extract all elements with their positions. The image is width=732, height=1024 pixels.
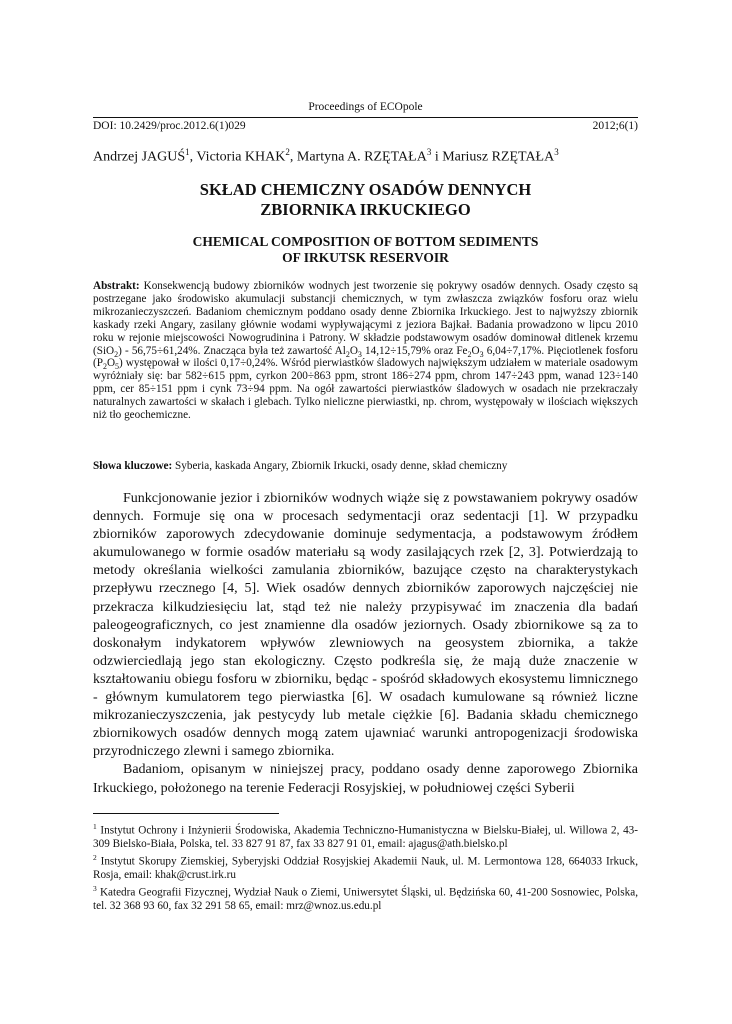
title-polish-line: ZBIORNIKA IRKUCKIEGO — [260, 200, 471, 219]
abstract-text: O — [106, 357, 116, 370]
doi-row — [93, 117, 638, 132]
author-separator: , — [289, 149, 297, 165]
footnote-number: 1 — [93, 822, 97, 831]
abstract-label: Abstrakt: — [93, 280, 140, 292]
author-separator: i — [431, 149, 443, 165]
footnote-number: 2 — [93, 852, 97, 862]
body-text — [93, 490, 638, 798]
author-affiliation: 3 — [426, 147, 432, 157]
author-name: Mariusz RZĘTAŁA — [442, 149, 555, 165]
body-paragraph: Badaniom, opisanym w niniejszej pracy, poddano osady denne zaporowego Zbiornika Irkuckiego, położonego na terenie Federacji Rosyjskiej, w południowej części Syberii — [93, 762, 638, 796]
keywords-text: Syberia, kaskada Angary, Zbiornik Irkucki, osady denne, skład chemiczny — [172, 460, 508, 472]
abstract-text: 14,12÷15,79% oraz Fe — [361, 344, 468, 357]
abstract-text: O — [349, 344, 358, 357]
body-paragraph: Funkcjonowanie jezior i zbiorników wodnych wiąże się z powstawaniem pokrywy osadów dennych. Formuje się ona w procesach sedymentacji oraz sedentacji [1]. W przypadku zbiorników zaporowych zdecydowanie dominuje sedymentacja, a podstawowym źródłem akumulowanego w formie osadów materiału są wody zasilających rzek [2, 3]. Potwierdzają to metody określania wielkości zamulania zbiorników, bazujące często na charakterystykach przepływu rzecznego [4, 5]. Wiek osadów dennych zbiorników zaporowych najczęściej nie przekracza kilkudziesięciu lat, stąd też nie należy przypisywać im znaczenia dla badań paleogeograficznych, co jest znamienne dla osadów jeziornych. Osady zbiornikowe są za to doskonałym indykatorem wpływów zlewniowych na geosystem zbiornika, a także odzwierciedlają jego stan ekologiczny. Często podkreśla się, że mają duże znaczenie w kształtowaniu obiegu fosforu w zbiorniku, będąc - spośród składowych ekosystemu limnicznego - głównym kumulatorem tego pierwiastka [6]. W osadach kumulowane są również liczne mikrozanieczyszczenia, jak pestycydy lub metale ciężkie [6]. Badania składu chemicznego zbiornikowych osadów dennych mogą zatem ujawniać warunki antropogenizacji środowiska przyrodniczego zlewni i samego zbiornika. — [93, 491, 638, 760]
title-english-line: CHEMICAL COMPOSITION OF BOTTOM SEDIMENTS — [192, 234, 539, 249]
subscript: 5 — [115, 362, 120, 372]
title-english — [93, 234, 638, 266]
abstract-text: O — [471, 344, 480, 357]
author-list — [93, 147, 638, 166]
footnotes — [93, 820, 638, 913]
title-english-line: OF IRKUTSK RESERVOIR — [282, 250, 449, 265]
abstract-text: 6,04÷7,17%. Pięciotlenek fosforu (P — [93, 344, 638, 370]
abstract-text: Konsekwencją budowy zbiorników wodnych jest tworzenie się pokrywy osadów dennych. Osady często są postrzegane jako środowisko akumulacji substancji chemicznych, w tym zwłaszcza związków fosforu oraz wielu mikrozanieczyszczeń. Badaniom chemicznym poddano osady denne Zbiornika Irkuckiego. Jest to najwyższy zbiornik kaskady rzeki Angary, zasilany głównie wodami wypływającymi z jeziora Bajkał. Badania prowadzono w lipcu 2010 roku w rejonie miejscowości Nowogrudinina i Patrony. W składzie podstawowym osadów dominował ditlenek krzemu (SiO — [93, 280, 638, 357]
author-affiliation: 3 — [554, 147, 559, 157]
footnote — [93, 820, 638, 851]
keywords-label: Słowa kluczowe: — [93, 460, 173, 472]
footnote-text: Katedra Geografii Fizycznej, Wydział Nauk o Ziemi, Uniwersytet Śląski, ul. Będzińska 60, 41-200 Sosnowiec, Polska, tel. 32 368 93 60, fax 32 291 58 65, email: mrz@wnoz.us.edu.pl — [93, 886, 638, 912]
issue: 2012;6(1) — [592, 120, 638, 132]
journal-name: Proceedings of ECOpole — [308, 101, 423, 113]
footnote — [93, 882, 638, 913]
author-name: Martyna A. RZĘTAŁA — [296, 149, 427, 165]
abstract — [93, 280, 638, 422]
subscript: 3 — [479, 349, 484, 359]
title-polish-line: SKŁAD CHEMICZNY OSADÓW DENNYCH — [199, 180, 532, 199]
subscript: 3 — [357, 349, 362, 359]
author-affiliation: 1 — [185, 147, 190, 157]
footnote-text: Instytut Skorupy Ziemskiej, Syberyjski Oddział Rosyjskiej Akademii Nauk, ul. M. Lermontowa 128, 664033 Irkuck, Rosja, email: khak@crust.irk.ru — [93, 855, 638, 881]
author-separator: , — [189, 149, 197, 165]
footnote-divider — [93, 813, 279, 814]
abstract-text: ) - 56,75÷61,24%. Znacząca była też zawartość Al — [118, 344, 346, 357]
keywords — [93, 460, 638, 472]
abstract-text: ) występował w ilości 0,17÷0,24%. Wśród pierwiastków śladowych największym udziałem w materiale osadowym wyróżniały się: bar 582÷615 ppm, cyrkon 200÷863 ppm, stront 186÷274 ppm, chrom 147÷243 ppm, wanad 123÷140 ppm, cer 85÷151 ppm i cynk 73÷94 ppm. Na ogół zawartości pierwiastków śladowych w osadach nie przekraczały naturalnych zawartości w skałach i glebach. Tylko nieliczne pierwiastki, np. chrom, występowały w ilościach większych niż tło geochemiczne. — [93, 357, 638, 422]
doi: DOI: 10.2429/proc.2012.6(1)029 — [93, 120, 246, 132]
footnote-number: 3 — [93, 883, 97, 893]
subscript: 2 — [102, 362, 107, 372]
footnote — [93, 851, 638, 882]
footnote-text: Instytut Ochrony i Inżynierii Środowiska, Akademia Techniczno-Humanistyczna w Bielsku-Białej, ul. Willowa 2, 43-309 Bielsko-Biała, Polska, tel. 33 827 91 87, fax 33 827 91 01, email: ajagus@ath.bielsko.pl — [93, 824, 638, 850]
subscript: 2 — [114, 349, 119, 359]
subscript: 2 — [345, 349, 350, 359]
subscript: 2 — [467, 349, 472, 359]
author-affiliation: 2 — [285, 147, 290, 157]
author-name: Victoria KHAK — [196, 149, 286, 165]
title-polish — [93, 180, 638, 220]
author-name: Andrzej JAGUŚ — [93, 149, 186, 165]
